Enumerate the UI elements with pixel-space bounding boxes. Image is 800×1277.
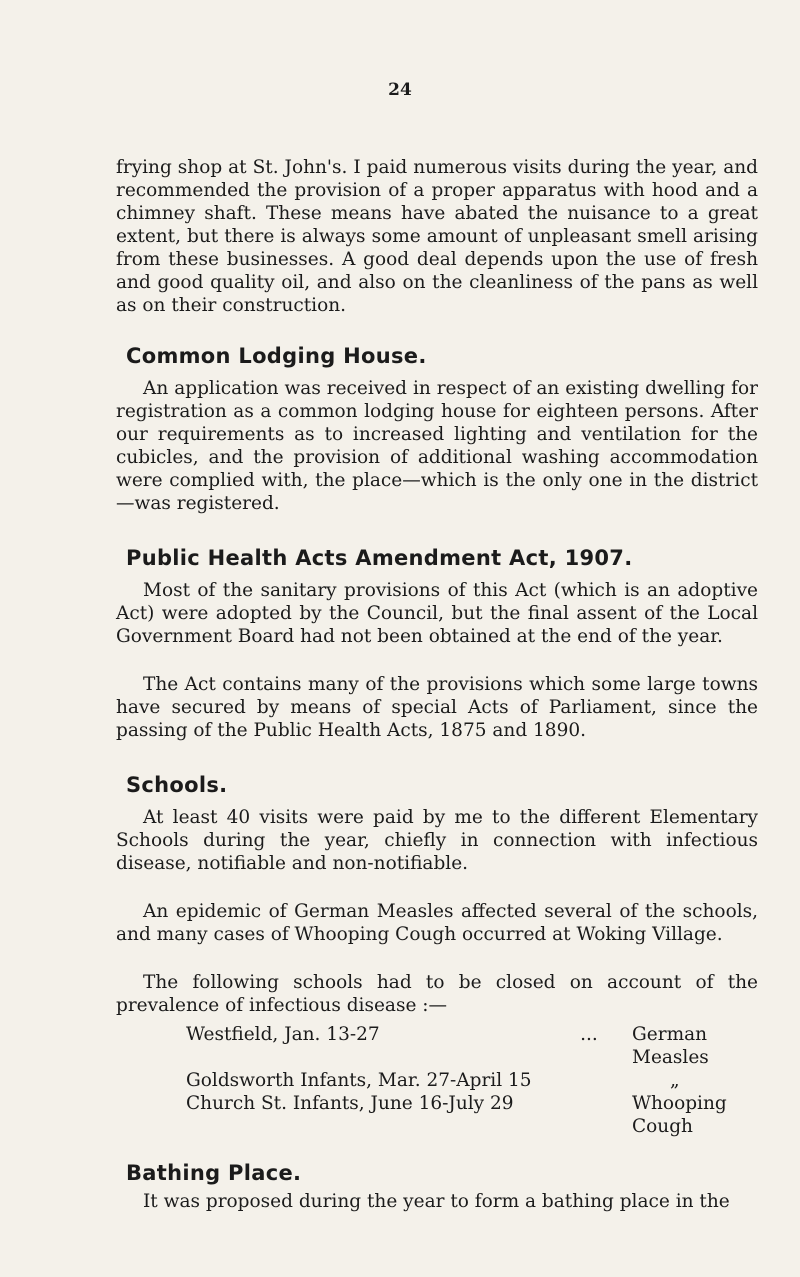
public-health-paragraph-2: The Act contains many of the provisions which some large towns have secured by means of special Acts of Parliament, since the passing of the Public Health Acts, 1875 and 1890.	[116, 674, 758, 741]
school-closures-list	[116, 1023, 758, 1138]
closure-school: Goldsworth Infants, Mar. 27-April 15	[186, 1070, 532, 1091]
heading-bathing-place: Bathing Place.	[126, 1161, 302, 1185]
heading-public-health-acts: Public Health Acts Amendment Act, 1907.	[126, 546, 633, 570]
schools-paragraph-3: The following schools had to be closed on account of the prevalence of infectious disease :—	[116, 972, 758, 1016]
list-item	[116, 1023, 758, 1069]
intro-paragraph: frying shop at St. John's. I paid numerous visits during the year, and recommended the provision of a proper apparatus with hood and a chimney shaft. These means have abated the nuisance to a great extent, but there is always some amount of unpleasant smell arising from these businesses. A good deal depends upon the use of fresh and good quality oil, and also on the cleanliness of the pans as well as on their construction.	[116, 157, 758, 316]
closure-disease: Whooping Cough	[632, 1093, 727, 1137]
schools-paragraph-1: At least 40 visits were paid by me to the different Elementary Schools during the year, chiefly in connection with infectious disease, notifiable and non-notifiable.	[116, 807, 758, 874]
bathing-paragraph: It was proposed during the year to form a bathing place in the	[143, 1191, 730, 1212]
lodging-paragraph: An application was received in respect of an existing dwelling for registration as a common lodging house for eighteen persons. After our requirements as to increased lighting and ventilation for the cubicles, and the provision of additional washing accommodation were complied with, the place—which is the only one in the district—was registered.	[116, 378, 758, 514]
public-health-paragraph-1: Most of the sanitary provisions of this Act (which is an adoptive Act) were adopted by the Council, but the final assent of the Local Government Board had not been obtained at the end of the year.	[116, 580, 758, 647]
schools-paragraph-2: An epidemic of German Measles affected several of the schools, and many cases of Whooping Cough occurred at Woking Village.	[116, 901, 758, 945]
closure-disease: German Measles	[632, 1024, 709, 1068]
closure-school: Church St. Infants, June 16-July 29	[186, 1093, 514, 1114]
page-number: 24	[388, 80, 412, 100]
page-body	[116, 156, 758, 1213]
heading-schools: Schools.	[126, 773, 228, 797]
closure-separator: ...	[580, 1024, 598, 1045]
list-item	[116, 1092, 758, 1138]
closure-separator	[546, 1092, 632, 1138]
closure-disease: „	[670, 1070, 680, 1091]
closure-separator	[546, 1069, 632, 1092]
heading-common-lodging-house: Common Lodging House.	[126, 344, 427, 368]
closure-school: Westfield, Jan. 13-27	[186, 1024, 380, 1045]
list-item	[116, 1069, 758, 1092]
